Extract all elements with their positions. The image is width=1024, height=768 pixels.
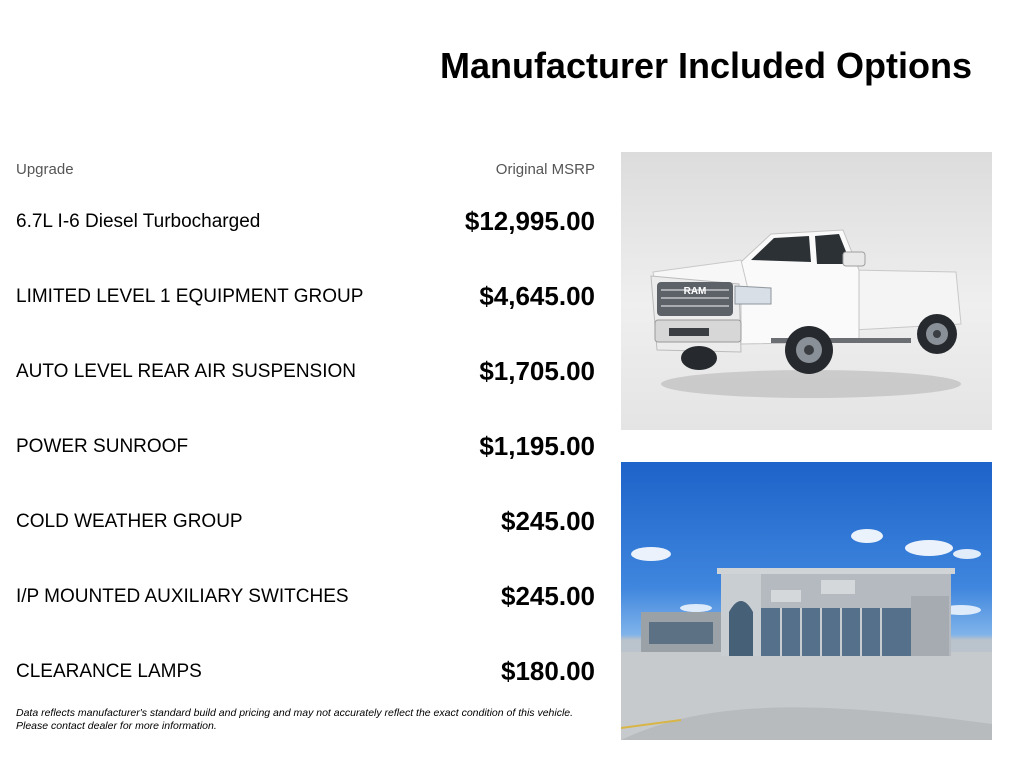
- option-price: $1,705.00: [479, 356, 595, 386]
- option-price: $245.00: [501, 506, 595, 536]
- option-row: [16, 560, 595, 635]
- option-row: [16, 260, 595, 335]
- option-name: LIMITED LEVEL 1 EQUIPMENT GROUP: [16, 286, 364, 307]
- option-price: $12,995.00: [464, 206, 595, 236]
- dealership-illustration: [621, 462, 992, 740]
- truck-badge: RAM: [683, 286, 707, 297]
- option-name: 6.7L I-6 Diesel Turbocharged: [16, 211, 261, 232]
- option-row: [16, 335, 595, 410]
- option-name: AUTO LEVEL REAR AIR SUSPENSION: [16, 361, 356, 382]
- msrp-column-header: Original MSRP: [495, 161, 595, 178]
- option-row: [16, 185, 595, 260]
- truck-photo: [621, 152, 992, 430]
- option-row: [16, 635, 595, 710]
- page-title: Manufacturer Included Options: [439, 45, 972, 86]
- option-name: CLEARANCE LAMPS: [16, 661, 202, 682]
- option-name: COLD WEATHER GROUP: [16, 511, 243, 532]
- option-price: $4,645.00: [479, 281, 595, 311]
- option-row: [16, 485, 595, 560]
- option-name: I/P MOUNTED AUXILIARY SWITCHES: [16, 586, 349, 607]
- option-row: [16, 410, 595, 485]
- disclaimer: [16, 707, 616, 733]
- truck-illustration: [621, 152, 992, 430]
- option-name: POWER SUNROOF: [16, 436, 189, 457]
- upgrade-column-header: Upgrade: [16, 161, 74, 178]
- dealership-photo: [621, 462, 992, 740]
- disclaimer-line-2: Please contact dealer for more information.: [16, 720, 217, 732]
- disclaimer-line-1: Data reflects manufacturer's standard build and pricing and may not accurately reflect the exact condition of this vehicle.: [16, 707, 574, 719]
- option-price: $180.00: [501, 656, 595, 686]
- option-price: $245.00: [501, 581, 595, 611]
- option-price: $1,195.00: [479, 431, 595, 461]
- options-list: [16, 185, 595, 710]
